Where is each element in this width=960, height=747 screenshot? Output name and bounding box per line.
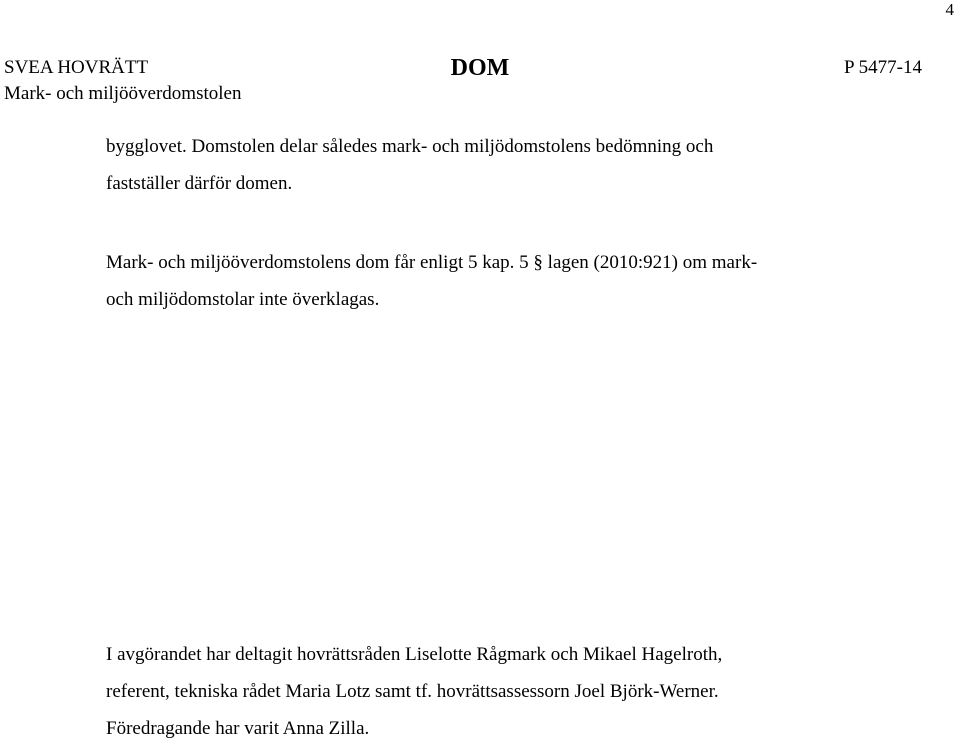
paragraph-line: bygglovet. Domstolen delar således mark- och miljödomstolens bedömning och	[106, 136, 714, 157]
paragraph-appeal-notice	[106, 244, 886, 318]
page-number: 4	[945, 0, 954, 19]
paragraph-line: och miljödomstolar inte överklagas.	[106, 289, 380, 310]
court-name: SVEA HOVRÄTT	[4, 57, 149, 78]
document-type: DOM	[450, 55, 510, 81]
paragraph-assessment	[106, 128, 886, 202]
paragraph-line: Föredragande har varit Anna Zilla.	[106, 718, 370, 739]
paragraph-line: Mark- och miljööverdomstolens dom får enligt 5 kap. 5 § lagen (2010:921) om mark-	[106, 252, 758, 273]
paragraph-line: I avgörandet har deltagit hovrättsråden Liselotte Rågmark och Mikael Hagelroth,	[106, 644, 723, 665]
paragraph-line: fastställer därför domen.	[106, 173, 293, 194]
court-division: Mark- och miljööverdomstolen	[4, 83, 242, 104]
paragraph-participants	[106, 636, 886, 747]
paragraph-line: referent, tekniska rådet Maria Lotz samt tf. hovrättsassessorn Joel Björk-Werner.	[106, 681, 719, 702]
case-number: P 5477-14	[844, 57, 922, 78]
